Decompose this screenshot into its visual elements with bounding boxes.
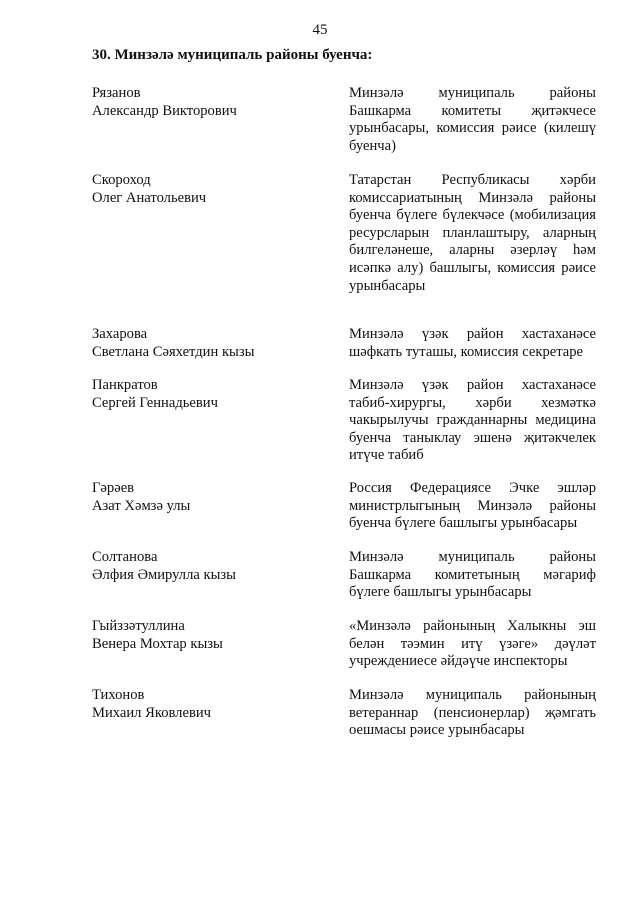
member-name (92, 618, 332, 653)
member-role: Минзәлә үзәк район хастаханәсе шәфкать туташы, комиссия секретаре (349, 326, 596, 360)
member-given-names: Венера Мохтар кызы (92, 635, 223, 652)
member-surname: Рязанов (92, 85, 141, 101)
member-name (92, 687, 332, 722)
member-role: Минзәлә муниципаль районы Башкарма комитетының мәгариф бүлеге башлыгы урынбасары (349, 549, 596, 601)
member-surname: Панкратов (92, 377, 158, 393)
member-surname: Гыйззәтуллина (92, 618, 185, 634)
member-given-names: Олег Анатольевич (92, 189, 207, 206)
member-given-names: Михаил Яковлевич (92, 704, 211, 721)
section-title: 30. Минзәлә муниципаль районы буенча: (92, 47, 373, 63)
member-given-names: Светлана Сәяхетдин кызы (92, 343, 255, 360)
member-name (92, 172, 332, 207)
member-name (92, 326, 332, 361)
member-surname: Скороход (92, 172, 151, 188)
page-number: 45 (312, 22, 328, 38)
member-given-names: Азат Хәмзә улы (92, 497, 191, 514)
member-name (92, 480, 332, 515)
member-surname: Тихонов (92, 687, 145, 703)
member-role: Минзәлә муниципаль районының ветераннар (пенсионерлар) җәмгать оешмасы рәисе урынбасары (349, 687, 596, 739)
member-surname: Захарова (92, 326, 148, 342)
member-name (92, 549, 332, 584)
member-name (92, 377, 332, 412)
member-role: Татарстан Республикасы хәрби комиссариатының Минзәлә районы буенча бүлеге бүлекчәсе (мобилизация ресурсларын планлаштыру, аларның билгеләнеше, аларны әзерләү һәм исәпкә алу) башлыгы, комиссия рәисе урынбасары (349, 172, 596, 294)
member-surname: Гәрәев (92, 480, 135, 496)
member-surname: Солтанова (92, 549, 158, 565)
member-role: «Минзәлә районының Халыкны эш белән тәэмин итү үзәге» дәүләт учреждениесе әйдәүче инспекторы (349, 618, 596, 670)
member-given-names: Александр Викторович (92, 102, 237, 119)
member-given-names: Сергей Геннадьевич (92, 394, 218, 411)
member-role: Минзәлә үзәк район хастаханәсе табиб-хирургы, хәрби хезмәткә чакырылучы гражданнарны медицина буенча таныклау эшенә җитәкчелек итүче табиб (349, 377, 596, 464)
member-role: Россия Федерациясе Эчке эшләр министрлыгының Минзәлә районы буенча бүлеге башлыгы урынбасары (349, 480, 596, 532)
member-name (92, 85, 332, 120)
member-role: Минзәлә муниципаль районы Башкарма комитеты җитәкчесе урынбасары, комиссия рәисе (килешү буенча) (349, 85, 596, 154)
member-given-names: Әлфия Әмирулла кызы (92, 566, 236, 583)
